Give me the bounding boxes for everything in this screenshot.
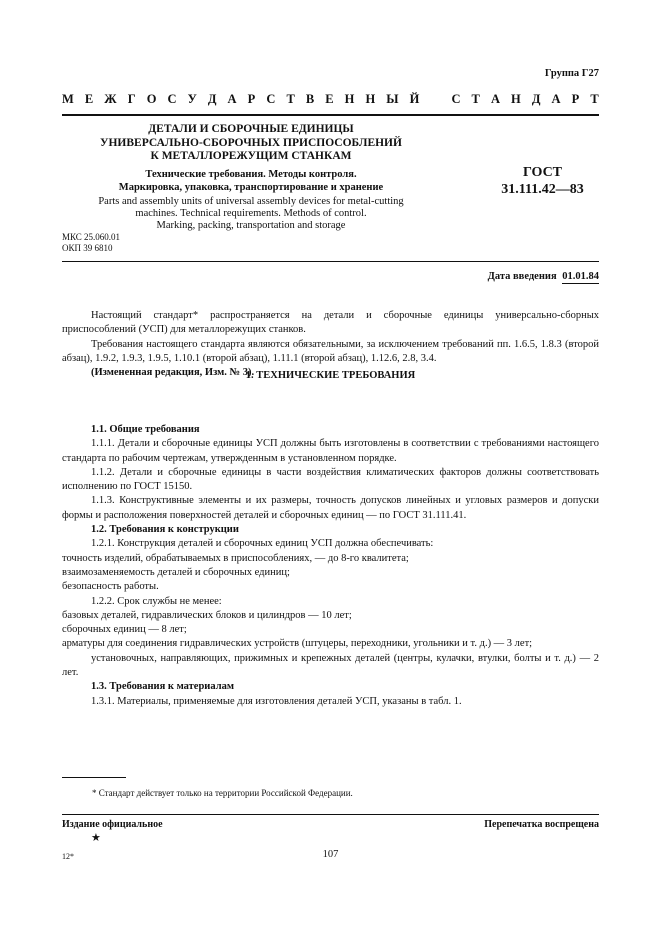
title-line: УНИВЕРСАЛЬНО-СБОРОЧНЫХ ПРИСПОСОБЛЕНИЙ: [100, 136, 402, 149]
footnote: * Стандарт действует только на территории Российской Федерации.: [92, 788, 353, 798]
list-item: базовых деталей, гидравлических блоков и цилиндров — 10 лет;: [62, 609, 352, 621]
gost-designation: [485, 164, 600, 198]
intro-date-label: Дата введения: [487, 271, 557, 282]
subsection-heading: 1.2. Требования к конструкции: [91, 524, 239, 536]
standard-header-letter: Т: [286, 92, 295, 106]
document-subtitle: [62, 168, 440, 194]
standard-header-letter: [430, 92, 440, 107]
standard-header-letter: С: [266, 92, 276, 106]
classification-codes: [62, 232, 120, 254]
section-heading: 1. ТЕХНИЧЕСКИЕ ТРЕБОВАНИЯ: [245, 370, 416, 381]
title-line: ДЕТАЛИ И СБОРОЧНЫЕ ЕДИНИЦЫ: [148, 123, 354, 135]
gost-label: ГОСТ: [522, 165, 563, 180]
english-title: [62, 196, 440, 232]
standard-header-letter: Р: [247, 92, 256, 106]
title-line: К МЕТАЛЛОРЕЖУЩИМ СТАНКАМ: [150, 150, 352, 162]
intro-date-value: 01.01.84: [562, 271, 599, 282]
standard-header-letter: Ы: [386, 92, 399, 106]
standard-header-letter: Р: [571, 92, 580, 106]
list-item: установочных, направляющих, прижимных и крепежных деталей (центры, кулачки, втулки, болты и т. д.) — 2 лет.: [62, 652, 599, 679]
revision-note: (Измененная редакция, Изм. № 3).: [91, 367, 255, 379]
list-item: точность изделий, обрабатываемых в приспособлениях, — до 8-го квалитета;: [62, 552, 409, 564]
standard-header: [62, 92, 599, 107]
list-item: взаимозаменяемость деталей и сборочных единиц;: [62, 566, 290, 578]
subtitle-line: Маркировка, упаковка, транспортирование и хранение: [118, 182, 384, 193]
standard-header-letter: Е: [325, 92, 334, 106]
paragraph: 1.3.1. Материалы, применяемые для изготовления деталей УСП, указаны в табл. 1.: [91, 695, 462, 707]
edition-label: Издание официальное: [62, 819, 163, 830]
list-item: сборочных единиц — 8 лет;: [62, 624, 187, 636]
title-rule: [62, 261, 599, 262]
standard-header-letter: О: [146, 92, 157, 106]
standard-header-letter: А: [551, 92, 561, 106]
standard-header-letter: Ж: [104, 92, 117, 106]
mks-code: МКС 25.060.01: [62, 232, 121, 242]
list-item: безопасность работы.: [62, 581, 159, 593]
standard-header-letter: В: [305, 92, 315, 106]
intro-date: [488, 271, 599, 282]
standard-header-letter: Н: [344, 92, 355, 106]
subtitle-line: Технические требования. Методы контроля.: [145, 169, 357, 180]
footnote-rule: [62, 777, 126, 778]
paragraph: 1.1.1. Детали и сборочные единицы УСП должны быть изготовлены в соответствии с требованиями настоящего стандарта по рабочим чертежам, утвержденным в установленном порядке.: [62, 438, 599, 464]
standard-header-letter: Д: [531, 92, 541, 106]
english-title-line: Marking, packing, transportation and storage: [156, 220, 346, 231]
standard-header-letter: Д: [207, 92, 217, 106]
subsection-heading: 1.1. Общие требования: [91, 424, 200, 435]
standard-header-letter: Й: [409, 92, 420, 106]
paragraph: 1.1.2. Детали и сборочные единицы в части воздействия климатических факторов должны соответствовать исполнению по ГОСТ 15150.: [62, 466, 599, 493]
footer-rule: [62, 814, 599, 815]
standard-header-letter: Н: [365, 92, 376, 106]
gost-number: 31.111.42—83: [501, 182, 584, 197]
subsection-heading: 1.3. Требования к материалам: [91, 681, 234, 693]
list-item: арматуры для соединения гидравлических устройств (штуцеры, переходники, угольники и т. д.) — 3 лет;: [62, 638, 533, 650]
standard-header-letter: С: [451, 92, 461, 106]
paragraph: 1.2.1. Конструкция деталей и сборочных единиц УСП должна обеспечивать:: [91, 538, 434, 550]
standard-header-letter: М: [62, 92, 74, 106]
okp-code: ОКП 39 6810: [62, 243, 113, 253]
standard-header-letter: Г: [127, 92, 136, 106]
printer-signature: 12*: [62, 852, 74, 861]
standard-header-letter: А: [227, 92, 237, 106]
standard-header-letter: У: [187, 92, 197, 106]
section-body: [62, 423, 599, 709]
page-number: 107: [322, 849, 339, 860]
standard-header-letter: А: [490, 92, 500, 106]
group-code: Группа Г27: [544, 68, 599, 79]
standard-header-letter: С: [167, 92, 177, 106]
english-title-line: machines. Technical requirements. Methods of control.: [135, 208, 367, 219]
intro-paragraph: Настоящий стандарт* распространяется на детали и сборочные единицы универсально-сборных приспособлений (УСП) для металлорежущих станков.: [62, 310, 599, 336]
paragraph: 1.1.3. Конструктивные элементы и их размеры, точность допусков линейных и угловых размеров и допуски формы и расположения поверхностей деталей и сборочных единиц — по ГОСТ 31.111.41.: [62, 495, 599, 521]
standard-header-letter: Т: [590, 92, 599, 106]
document-title: [62, 123, 440, 164]
intro-paragraph: Требования настоящего стандарта являются обязательными, за исключением требований пп. 1.6.5, 1.8.3 (второй абзац), 1.9.2, 1.9.3, 1.9.5, 1.10.1 (второй абзац), 1.11.1 (второй абзац), 1.12.6, 2.8, 3.4.: [62, 338, 599, 364]
header-rule: [62, 114, 599, 116]
standard-header-letter: Т: [471, 92, 480, 106]
standard-header-letter: Е: [84, 92, 94, 106]
english-title-line: Parts and assembly units of universal assembly devices for metal-cutting: [98, 196, 404, 207]
standard-header-letter: Н: [511, 92, 521, 106]
reprint-notice: Перепечатка воспрещена: [484, 819, 599, 830]
star-icon: ★: [91, 832, 101, 844]
paragraph: 1.2.2. Срок службы не менее:: [91, 595, 222, 607]
